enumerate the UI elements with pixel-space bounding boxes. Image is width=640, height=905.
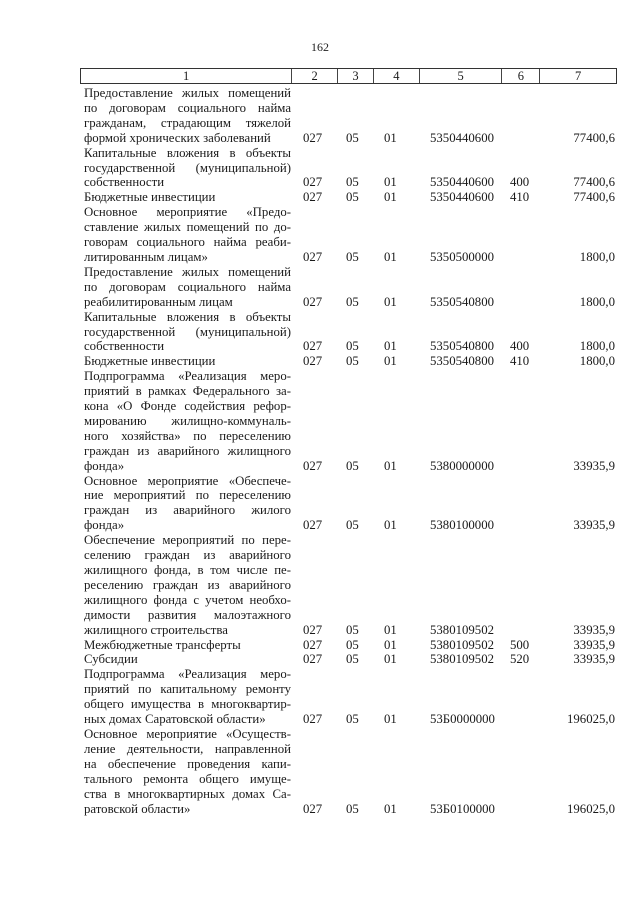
description-line: ных домах Саратовской области» [84, 712, 266, 727]
description-line: собственности [84, 339, 165, 354]
description-line: реселению граждан из аварийного [84, 577, 291, 592]
expense-type-code: 520 [510, 652, 530, 667]
row-description [84, 310, 291, 355]
description-line: Подпрограмма «Реализация меро- [84, 667, 291, 682]
subsection-code: 01 [384, 518, 397, 533]
amount: 33935,9 [573, 458, 615, 473]
description-line: граждан из аварийного жилого [84, 503, 291, 518]
subsection-code: 01 [384, 458, 397, 473]
amount: 77400,6 [573, 190, 615, 205]
section-code: 05 [346, 339, 359, 354]
amount: 77400,6 [573, 130, 615, 145]
description-line: Бюджетные инвестиции [84, 354, 216, 369]
amount: 33935,9 [573, 652, 615, 667]
description-line: граждан из аварийного жилищного [84, 443, 291, 458]
subsection-code: 01 [384, 294, 397, 309]
description-line: тального ремонта общего имуще- [84, 771, 291, 786]
ministry-code: 027 [303, 637, 323, 652]
row-description [84, 474, 291, 534]
description-line: общего имущества в многоквартир- [84, 697, 291, 712]
ministry-code: 027 [303, 458, 323, 473]
expense-type-code: 410 [510, 354, 530, 369]
table-row [84, 146, 617, 191]
target-article-code: 5350500000 [430, 249, 494, 264]
header-col-6: 6 [502, 69, 540, 83]
target-article-code: 5350440600 [430, 130, 494, 145]
amount: 33935,9 [573, 622, 615, 637]
row-description [84, 667, 291, 727]
row-description [84, 354, 291, 369]
description-line: димости развития малоэтажного [84, 607, 291, 622]
expense-type-code: 410 [510, 190, 530, 205]
ministry-code: 027 [303, 801, 323, 816]
description-line: ставление жилых помещений по до- [84, 220, 291, 235]
target-article-code: 5380109502 [430, 622, 494, 637]
description-line: государственной (муниципальной) [84, 160, 291, 175]
section-code: 05 [346, 801, 359, 816]
table-row [84, 310, 617, 355]
row-description [84, 533, 291, 637]
ministry-code: 027 [303, 354, 323, 369]
description-line: Основное мероприятие «Осуществ- [84, 726, 291, 741]
target-article-code: 5350440600 [430, 190, 494, 205]
ministry-code: 027 [303, 294, 323, 309]
table-row [84, 354, 617, 369]
description-line: приятий в рамках Федерального за- [84, 384, 291, 399]
description-line: Капитальные вложения в объекты [84, 309, 291, 324]
description-line: реабилитированным лицам [84, 294, 233, 309]
subsection-code: 01 [384, 622, 397, 637]
description-line: Межбюджетные трансферты [84, 637, 241, 652]
table-row [84, 86, 617, 146]
table-row [84, 638, 617, 653]
amount: 196025,0 [567, 712, 615, 727]
row-description [84, 86, 291, 146]
section-code: 05 [346, 190, 359, 205]
amount: 1800,0 [579, 294, 615, 309]
description-line: ление деятельности, направленной [84, 741, 291, 756]
header-col-3: 3 [338, 69, 374, 83]
header-col-7: 7 [575, 69, 582, 83]
description-line: Предоставление жилых помещений [84, 86, 291, 100]
amount: 33935,9 [573, 637, 615, 652]
table-row [84, 369, 617, 473]
subsection-code: 01 [384, 354, 397, 369]
description-line: мированию жилищно-коммуналь- [84, 413, 291, 428]
row-description [84, 369, 291, 473]
amount: 77400,6 [573, 175, 615, 190]
header-col-2: 2 [292, 69, 338, 83]
subsection-code: 01 [384, 130, 397, 145]
table-row [84, 265, 617, 310]
ministry-code: 027 [303, 249, 323, 264]
header-col-5: 5 [420, 69, 503, 83]
description-line: Субсидии [84, 652, 138, 667]
amount: 1800,0 [579, 249, 615, 264]
section-code: 05 [346, 637, 359, 652]
description-line: Основное мероприятие «Предо- [84, 205, 291, 220]
section-code: 05 [346, 458, 359, 473]
table-row [84, 190, 617, 205]
table-header [80, 68, 617, 84]
target-article-code: 53Б0100000 [430, 801, 495, 816]
description-line: говорам социального найма реаби- [84, 235, 291, 250]
subsection-code: 01 [384, 175, 397, 190]
target-article-code: 5350540800 [430, 339, 494, 354]
table-row [84, 652, 617, 667]
row-description [84, 652, 291, 667]
table-row [84, 667, 617, 727]
target-article-code: 5380100000 [430, 518, 494, 533]
description-line: фонда» [84, 458, 125, 473]
description-line: по договорам социального найма [84, 279, 291, 294]
header-col-4: 4 [374, 69, 420, 83]
description-line: по договорам социального найма [84, 100, 291, 115]
row-description [84, 205, 291, 265]
target-article-code: 53Б0000000 [430, 712, 495, 727]
amount: 196025,0 [567, 801, 615, 816]
ministry-code: 027 [303, 190, 323, 205]
ministry-code: 027 [303, 518, 323, 533]
ministry-code: 027 [303, 130, 323, 145]
description-line: жилищного фонда, в том числе пе- [84, 563, 291, 577]
ministry-code: 027 [303, 622, 323, 637]
target-article-code: 5350440600 [430, 175, 494, 190]
section-code: 05 [346, 294, 359, 309]
row-description [84, 190, 291, 205]
description-line: гражданам, страдающим тяжелой [84, 115, 291, 130]
table-body [84, 86, 617, 816]
ministry-code: 027 [303, 175, 323, 190]
row-description [84, 265, 291, 310]
description-line: приятий по капитальному ремонту [84, 682, 291, 697]
description-line: ства в многоквартирных домах Са- [84, 786, 291, 801]
description-line: жилищного фонда с учетом необхо- [84, 592, 291, 607]
target-article-code: 5350540800 [430, 294, 494, 309]
section-code: 05 [346, 712, 359, 727]
description-line: селению граждан из аварийного [84, 548, 291, 563]
subsection-code: 01 [384, 637, 397, 652]
section-code: 05 [346, 175, 359, 190]
subsection-code: 01 [384, 801, 397, 816]
description-line: Капитальные вложения в объекты [84, 145, 291, 160]
table-row [84, 533, 617, 637]
description-line: собственности [84, 175, 165, 190]
description-line: ного хозяйства» по переселению [84, 428, 291, 443]
target-article-code: 5380000000 [430, 458, 494, 473]
description-line: фонда» [84, 518, 125, 533]
target-article-code: 5380109502 [430, 637, 494, 652]
table-row [84, 474, 617, 534]
description-line: литированным лицам» [84, 249, 208, 264]
description-line: Предоставление жилых помещений [84, 264, 291, 279]
description-line: Обеспечение мероприятий по пере- [84, 533, 291, 548]
row-description [84, 727, 291, 816]
table-row [84, 205, 617, 265]
expense-type-code: 400 [510, 175, 530, 190]
header-col-1: 1 [81, 69, 292, 83]
target-article-code: 5380109502 [430, 652, 494, 667]
description-line: Основное мероприятие «Обеспече- [84, 473, 291, 488]
subsection-code: 01 [384, 190, 397, 205]
description-line: Бюджетные инвестиции [84, 190, 216, 205]
amount: 1800,0 [579, 339, 615, 354]
section-code: 05 [346, 622, 359, 637]
description-line: кона «О Фонде содействия рефор- [84, 399, 291, 414]
ministry-code: 027 [303, 712, 323, 727]
subsection-code: 01 [384, 249, 397, 264]
table-row [84, 727, 617, 816]
subsection-code: 01 [384, 339, 397, 354]
row-description [84, 146, 291, 191]
amount: 1800,0 [579, 354, 615, 369]
section-code: 05 [346, 652, 359, 667]
section-code: 05 [346, 130, 359, 145]
row-description [84, 638, 291, 653]
expense-type-code: 400 [510, 339, 530, 354]
description-line: ратовской области» [84, 801, 191, 816]
section-code: 05 [346, 249, 359, 264]
section-code: 05 [346, 518, 359, 533]
section-code: 05 [346, 354, 359, 369]
description-line: на обеспечение проведения капи- [84, 756, 291, 771]
description-line: жилищного строительства [84, 622, 228, 637]
description-line: государственной (муниципальной) [84, 324, 291, 339]
page-number: 162 [311, 40, 329, 54]
ministry-code: 027 [303, 652, 323, 667]
description-line: формой хронических заболеваний [84, 130, 271, 145]
description-line: Подпрограмма «Реализация меро- [84, 369, 291, 384]
expense-type-code: 500 [510, 637, 530, 652]
subsection-code: 01 [384, 652, 397, 667]
ministry-code: 027 [303, 339, 323, 354]
amount: 33935,9 [573, 518, 615, 533]
subsection-code: 01 [384, 712, 397, 727]
target-article-code: 5350540800 [430, 354, 494, 369]
description-line: ние мероприятий по переселению [84, 488, 291, 503]
